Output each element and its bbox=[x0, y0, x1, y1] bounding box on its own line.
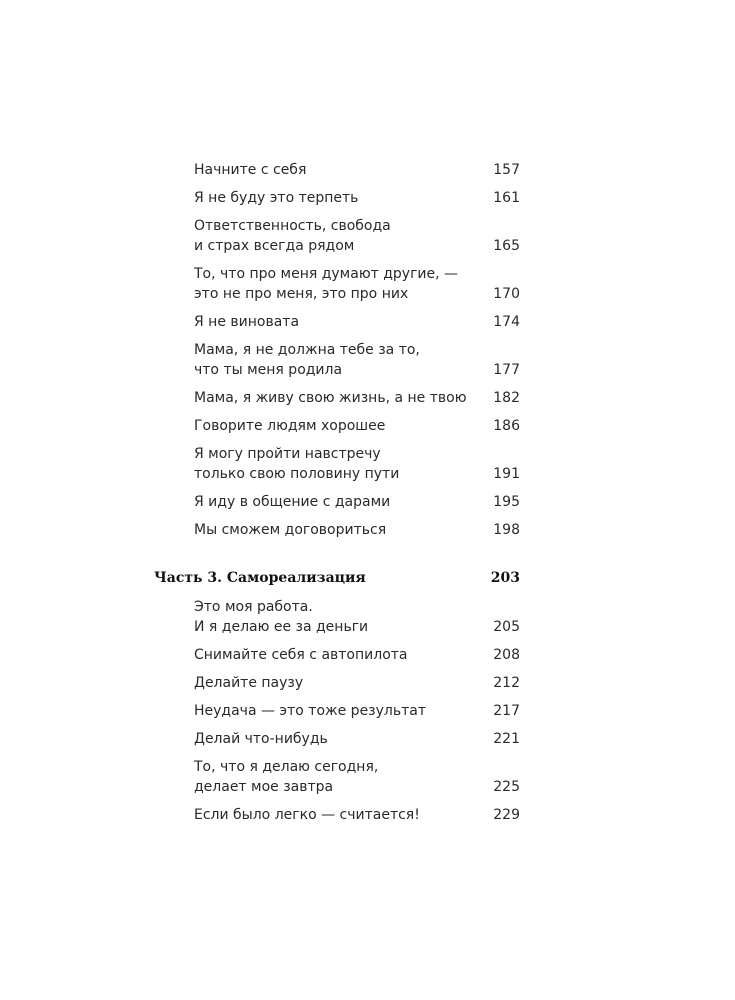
toc-entry bbox=[194, 264, 520, 304]
toc-entry-page: 170 bbox=[493, 286, 520, 302]
toc-entry-title: Делайте паузу bbox=[194, 675, 304, 691]
toc-entry bbox=[194, 312, 520, 332]
toc-entry-title: Говорите людям хорошее bbox=[194, 418, 386, 434]
toc-entry-title: Начните с себя bbox=[194, 162, 307, 178]
toc-entry-page: 157 bbox=[493, 162, 520, 178]
toc-entry bbox=[194, 645, 520, 665]
toc-entry bbox=[194, 492, 520, 512]
toc-entry-title: Это моя работа. И я делаю ее за деньги bbox=[194, 599, 369, 635]
toc-entry-page: 205 bbox=[493, 619, 520, 635]
toc-entry bbox=[194, 597, 520, 637]
toc-entry-page: 212 bbox=[493, 675, 520, 691]
toc-entry-title: Мама, я живу свою жизнь, а не твою bbox=[194, 390, 467, 406]
toc-entry-page: 195 bbox=[493, 494, 520, 510]
toc-entry-title: То, что я делаю сегодня, делает мое завтра bbox=[194, 759, 379, 795]
toc-entry-page: 182 bbox=[493, 390, 520, 406]
toc-entry bbox=[194, 757, 520, 797]
toc-entry bbox=[194, 673, 520, 693]
toc-entry-title: Я не виновата bbox=[194, 314, 300, 330]
toc-entry-title: Делай что-нибудь bbox=[194, 731, 328, 747]
toc-entry-title: То, что про меня думают другие, — это не про меня, это про них bbox=[194, 266, 459, 302]
toc-entry-title: Я не буду это терпеть bbox=[194, 190, 359, 206]
toc-entry bbox=[194, 416, 520, 436]
toc-entry-title: Я могу пройти навстречу только свою половину пути bbox=[194, 446, 400, 482]
toc-entry-page: 217 bbox=[493, 703, 520, 719]
toc-entry-page: 221 bbox=[493, 731, 520, 747]
toc-entry-page: 186 bbox=[493, 418, 520, 434]
toc-section-heading bbox=[154, 568, 520, 588]
toc-entry-title: Ответственность, свобода и страх всегда рядом bbox=[194, 218, 391, 254]
toc-section-title: Часть 3. Самореализация bbox=[154, 570, 366, 586]
toc-entry bbox=[194, 444, 520, 484]
toc-entry-page: 191 bbox=[493, 466, 520, 482]
toc-entry-page: 174 bbox=[493, 314, 520, 330]
toc-entry-page: 225 bbox=[493, 779, 520, 795]
toc-entry bbox=[194, 160, 520, 180]
toc-entry-title: Если было легко — считается! bbox=[194, 807, 420, 823]
toc-entry bbox=[194, 520, 520, 540]
toc-entry bbox=[194, 216, 520, 256]
toc-section-page: 203 bbox=[490, 570, 520, 586]
toc-entry-title: Снимайте себя с автопилота bbox=[194, 647, 408, 663]
toc-entry-title: Неудача — это тоже результат bbox=[194, 703, 427, 719]
toc-entry-page: 177 bbox=[493, 362, 520, 378]
toc-entry bbox=[194, 340, 520, 380]
toc-entry-title: Я иду в общение с дарами bbox=[194, 494, 391, 510]
toc-entry-page: 198 bbox=[493, 522, 520, 538]
toc-entry bbox=[194, 188, 520, 208]
toc-entry-title: Мы сможем договориться bbox=[194, 522, 387, 538]
toc-entry-page: 165 bbox=[493, 238, 520, 254]
toc-entry bbox=[194, 701, 520, 721]
toc-entry bbox=[194, 729, 520, 749]
toc-entry-page: 208 bbox=[493, 647, 520, 663]
toc-entry-title: Мама, я не должна тебе за то, что ты меня родила bbox=[194, 342, 420, 378]
toc-entry bbox=[194, 388, 520, 408]
toc-entry-page: 229 bbox=[493, 807, 520, 823]
toc-entry-page: 161 bbox=[493, 190, 520, 206]
toc-entry bbox=[194, 805, 520, 825]
